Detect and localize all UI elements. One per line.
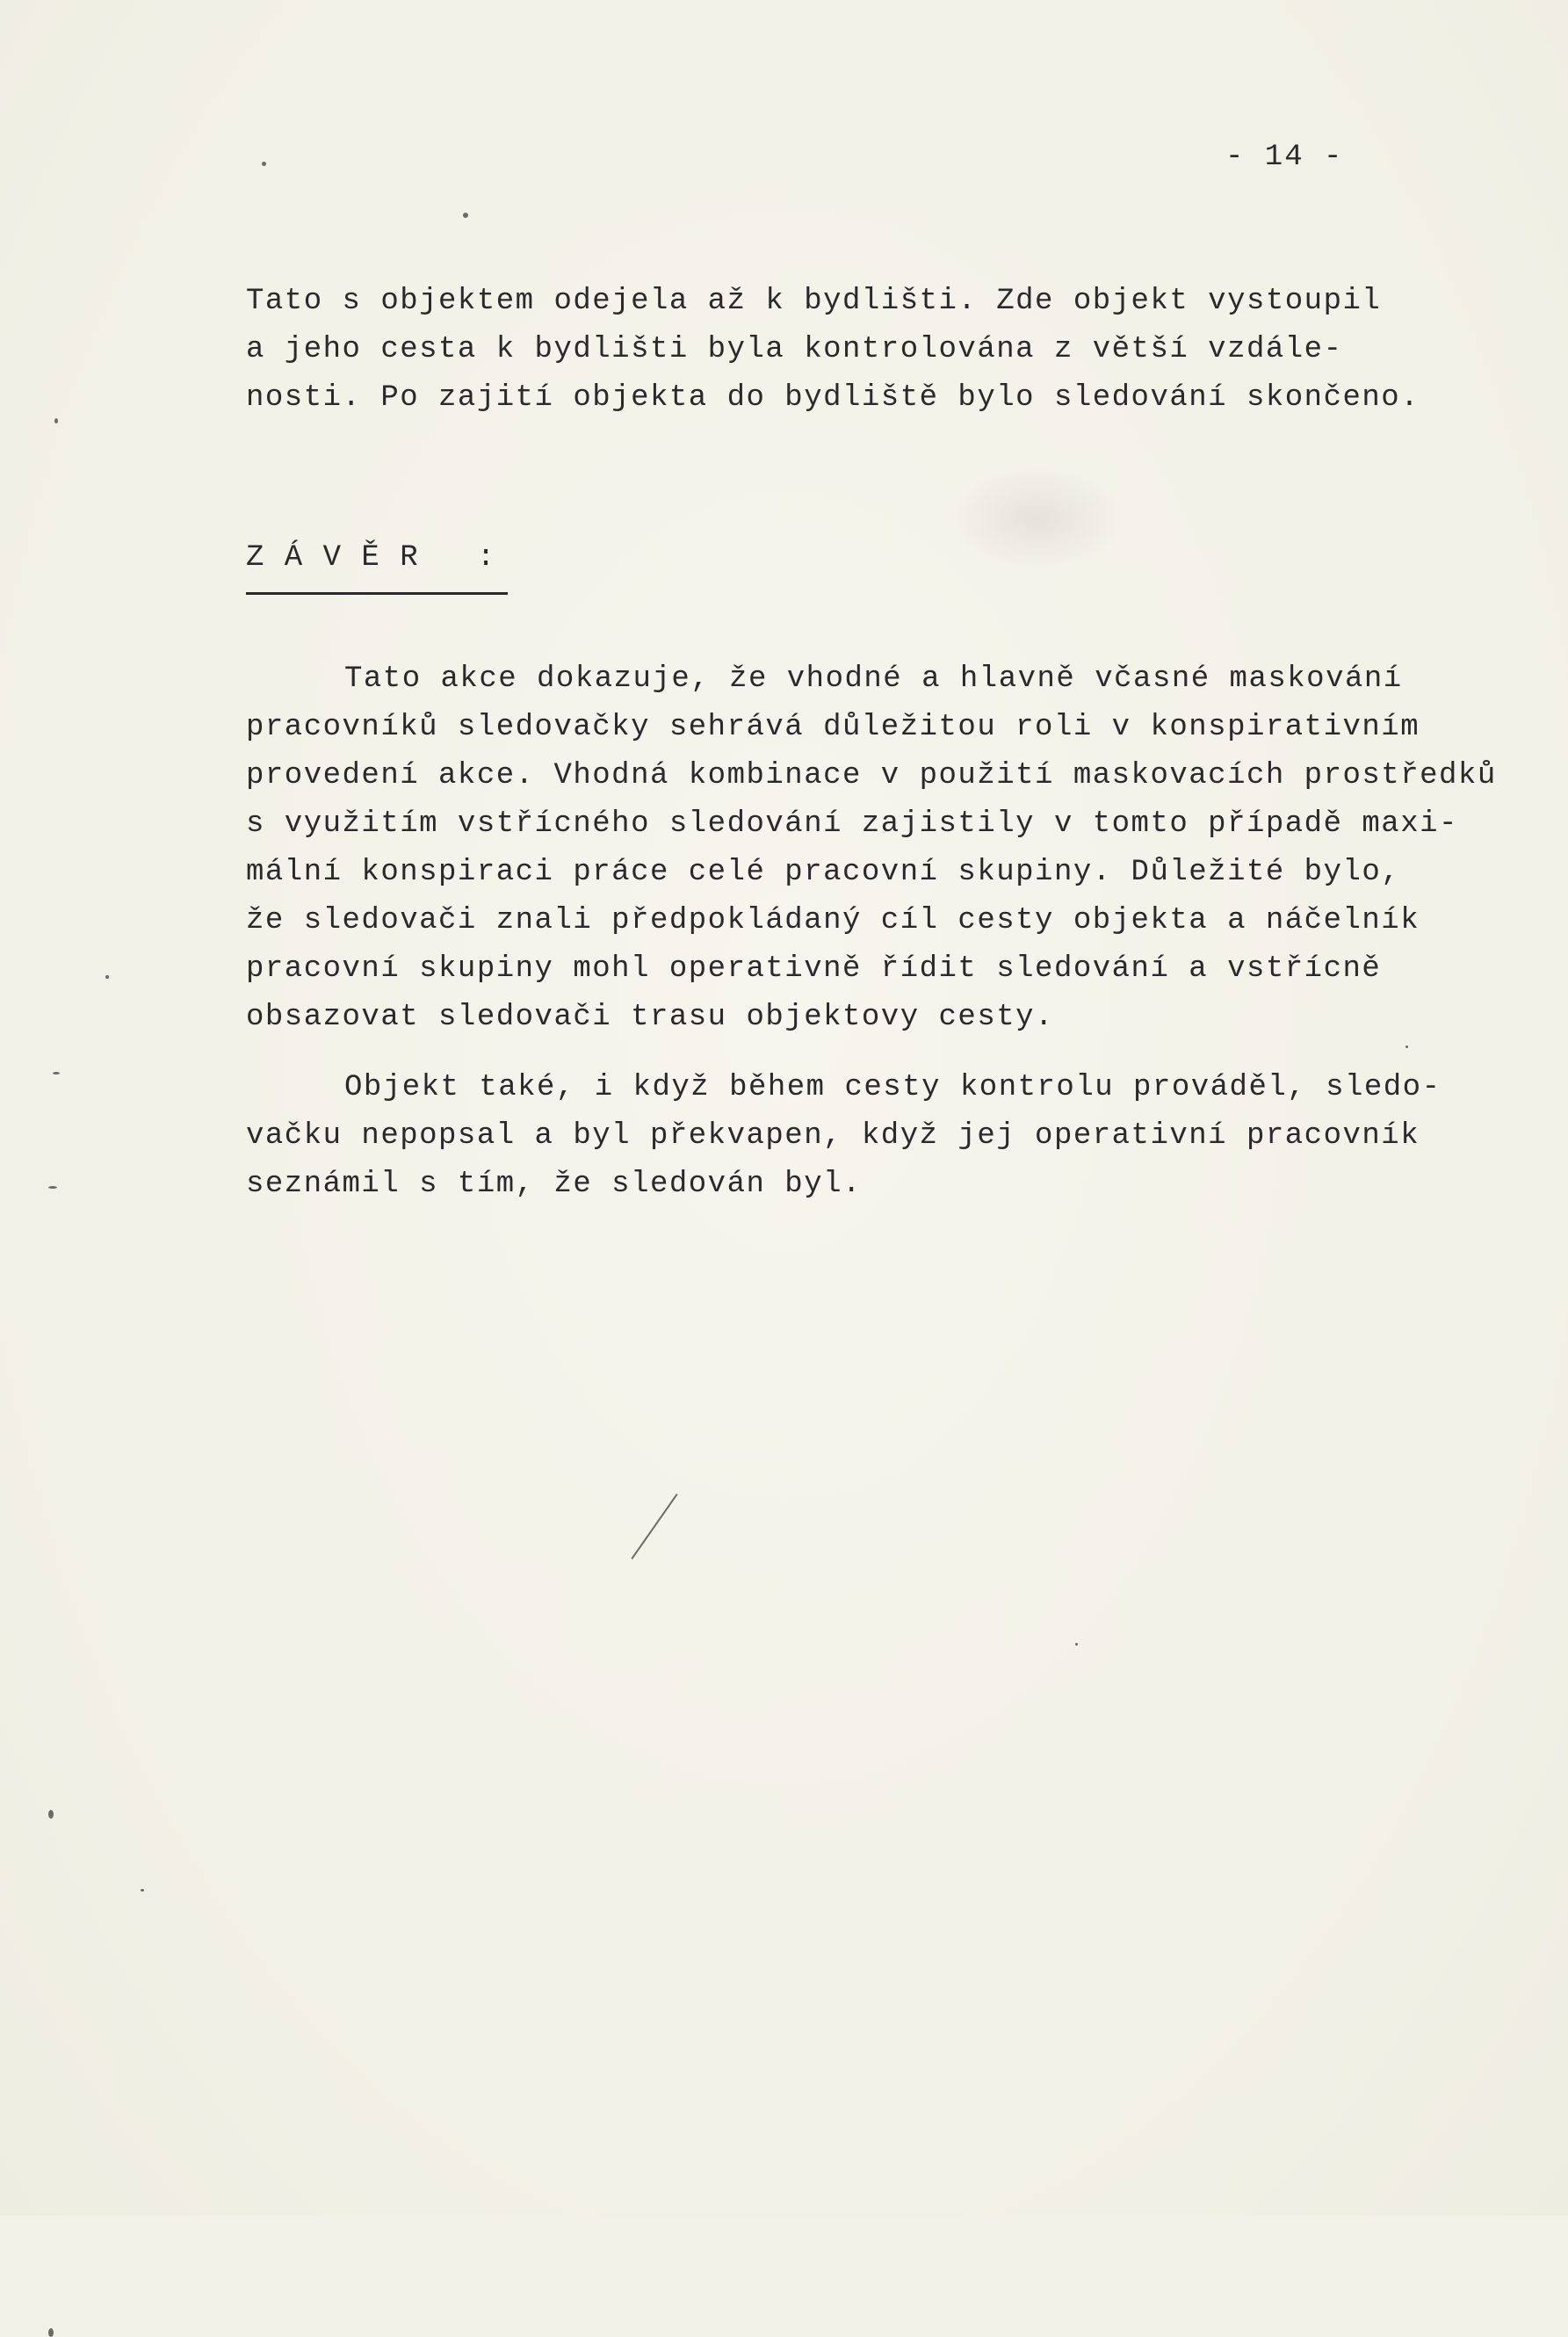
- heading-underline: [246, 592, 508, 595]
- scan-speck: [105, 975, 109, 979]
- scan-speck: [141, 1889, 144, 1892]
- paragraph-3-line-3: seznámil s tím, že sledován byl.: [246, 1168, 862, 1201]
- paragraph-1-line-1: Tato s objektem odejela až k bydlišti. Zde objekt vystoupil: [246, 285, 1382, 318]
- paragraph-2-line-7: pracovní skupiny mohl operativně řídit sledování a vstřícně: [246, 952, 1382, 986]
- paragraph-2-line-1: Tato akce dokazuje, že vhodné a hlavně včasné maskování: [344, 662, 1403, 696]
- scan-speck: [463, 213, 468, 218]
- scan-speck: [54, 418, 58, 423]
- scan-speck: [48, 1186, 57, 1189]
- paragraph-2-line-8: obsazovat sledovači trasu objektovy cesty.: [246, 1001, 1054, 1034]
- paragraph-3-line-1: Objekt také, i když během cesty kontrolu prováděl, sledo-: [344, 1071, 1442, 1104]
- scan-speck: [53, 1072, 60, 1074]
- paragraph-1-line-3: nosti. Po zajití objekta do bydliště bylo sledování skončeno.: [246, 381, 1420, 415]
- paragraph-3-line-2: vačku nepopsal a byl překvapen, když jej operativní pracovník: [246, 1119, 1420, 1153]
- paragraph-2-line-5: mální konspiraci práce celé pracovní skupiny. Důležité bylo,: [246, 856, 1401, 889]
- scan-speck: [48, 1810, 54, 1819]
- paragraph-2-line-3: provedení akce. Vhodná kombinace v použití maskovacích prostředků: [246, 759, 1497, 792]
- paragraph-1-line-2: a jeho cesta k bydlišti byla kontrolována z větší vzdále-: [246, 333, 1343, 366]
- scan-speck: [1405, 1046, 1408, 1048]
- pen-mark: [631, 1494, 677, 1559]
- scan-speck: [1075, 1643, 1078, 1646]
- paragraph-2-line-2: pracovníků sledovačky sehrává důležitou roli v konspirativním: [246, 711, 1420, 744]
- scan-speck: [262, 162, 266, 166]
- paper-smudge: [949, 466, 1124, 571]
- section-heading: Z Á V Ě R :: [246, 541, 496, 575]
- paragraph-2-line-4: s využitím vstřícného sledování zajistily v tomto případě maxi-: [246, 807, 1458, 841]
- page-number: - 14 -: [1225, 141, 1344, 174]
- scan-speck: [48, 2328, 54, 2337]
- paragraph-2-line-6: že sledovači znali předpokládaný cíl cesty objekta a náčelník: [246, 904, 1420, 937]
